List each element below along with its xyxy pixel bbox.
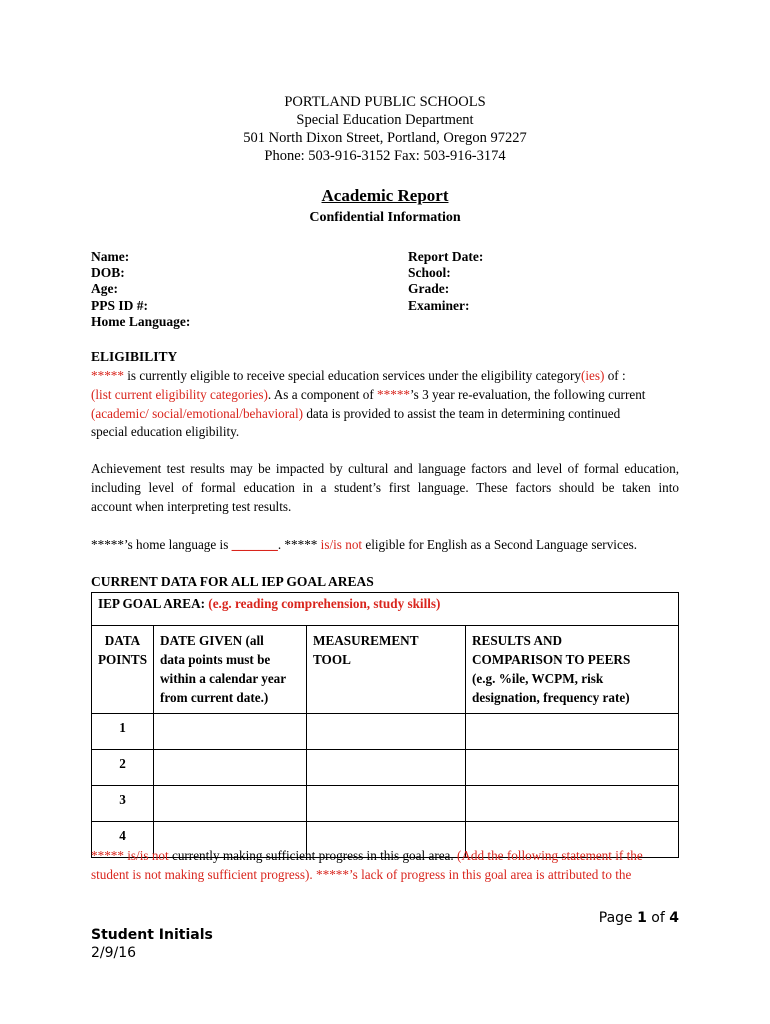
field-age-label: Age: — [91, 281, 118, 297]
student-fields — [91, 249, 190, 330]
header-line: POINTS — [97, 652, 148, 667]
home-language-text: eligible for English as a Second Language services. — [362, 537, 638, 552]
header-line: RESULTS AND — [472, 633, 563, 648]
header-line: MEASUREMENT — [313, 633, 419, 648]
categories-placeholder: (list current eligibility categories) — [91, 386, 268, 402]
column-header-date-given — [154, 626, 307, 714]
page-current: 1 — [637, 910, 647, 926]
field-name-label: Name: — [91, 249, 130, 264]
table-row — [92, 714, 679, 750]
page-total: 4 — [669, 910, 679, 926]
department-name: Special Education Department — [296, 112, 474, 128]
goal-area-example: (e.g. reading comprehension, study skills) — [208, 596, 441, 611]
report-title: Academic Report — [321, 186, 449, 205]
school-address: 501 North Dixon Street, Portland, Oregon 97227 — [243, 130, 527, 146]
eligibility-text: of : — [604, 368, 626, 383]
header-line: data points must be — [160, 652, 271, 667]
achievement-line: account when interpreting test results. — [91, 498, 292, 514]
eligibility-text: data is provided to assist the team in determining continued — [303, 405, 621, 421]
eligibility-text: is currently eligible to receive special education services under the eligibility category — [123, 368, 581, 383]
student-initials-label: Student Initials — [91, 927, 213, 943]
school-name: PORTLAND PUBLIC SCHOOLS — [284, 94, 486, 110]
school-phone: Phone: 503-916-3152 Fax: 503-916-3174 — [264, 148, 506, 164]
report-fields — [408, 249, 483, 314]
footer-date: 2/9/16 — [91, 945, 137, 961]
column-header-data-points — [92, 626, 154, 714]
is-is-not-placeholder: is/is not — [320, 537, 363, 552]
measurement-tool-cell[interactable] — [307, 750, 466, 786]
field-dob-label: DOB: — [91, 265, 125, 281]
eligibility-text: special education eligibility. — [91, 424, 240, 440]
achievement-line: Achievement test results may be impacted by cultural and language factors and level of formal education, — [91, 461, 679, 476]
header-line: DATA — [104, 633, 141, 648]
student-placeholder: ***** — [91, 368, 124, 383]
measurement-tool-cell[interactable] — [307, 786, 466, 822]
column-header-results — [466, 626, 679, 714]
eligibility-text: . As a component of — [267, 386, 378, 402]
row-number: 2 — [92, 750, 154, 786]
ies-placeholder: (ies) — [580, 368, 605, 383]
results-cell[interactable] — [466, 714, 679, 750]
field-examiner-label: Examiner: — [408, 297, 470, 313]
eligibility-text: ’s 3 year re-evaluation, the following current — [410, 386, 646, 402]
column-header-measurement-tool — [307, 626, 466, 714]
student-placeholder: ***** — [377, 386, 410, 402]
field-pps-id-label: PPS ID #: — [91, 297, 148, 313]
home-language-paragraph — [91, 536, 637, 555]
current-data-heading: CURRENT DATA FOR ALL IEP GOAL AREAS — [91, 574, 374, 589]
eligibility-paragraph — [91, 367, 691, 442]
table-row — [92, 786, 679, 822]
goal-area-cell — [92, 593, 679, 626]
results-cell[interactable] — [466, 750, 679, 786]
progress-paragraph — [91, 847, 691, 885]
achievement-line: including level of formal education in a student’s first language. These factors should be taken into — [91, 479, 679, 495]
progress-instruction: (Add the following statement if the — [457, 848, 643, 863]
iep-goal-table — [91, 592, 679, 858]
home-language-text: . ***** — [277, 537, 321, 552]
header-line: within a calendar year — [160, 671, 287, 686]
results-cell[interactable] — [466, 786, 679, 822]
field-report-date-label: Report Date: — [408, 249, 484, 264]
header-line: from current date.) — [160, 690, 269, 705]
field-grade-label: Grade: — [408, 281, 450, 297]
date-given-cell[interactable] — [154, 714, 307, 750]
eligibility-heading: ELIGIBILITY — [91, 349, 178, 364]
table-row — [92, 750, 679, 786]
row-number: 3 — [92, 786, 154, 822]
date-given-cell[interactable] — [154, 750, 307, 786]
page-number — [599, 910, 679, 926]
header-line: DATE GIVEN (all — [160, 633, 264, 648]
header-line: COMPARISON TO PEERS — [472, 652, 631, 667]
page-of: of — [646, 910, 670, 926]
header-line: TOOL — [313, 652, 351, 667]
is-is-not-placeholder: ***** is/is not — [91, 848, 169, 863]
header-line: designation, frequency rate) — [472, 690, 630, 705]
date-given-cell[interactable] — [154, 786, 307, 822]
header-line: (e.g. %ile, WCPM, risk — [472, 671, 604, 686]
row-number: 4 — [92, 822, 154, 858]
progress-text: currently making sufficient progress in this goal area. — [168, 848, 458, 863]
row-number: 1 — [92, 714, 154, 750]
achievement-paragraph — [91, 460, 679, 516]
report-subtitle: Confidential Information — [309, 210, 461, 225]
measurement-tool-cell[interactable] — [307, 714, 466, 750]
field-school-label: School: — [408, 265, 451, 281]
data-type-placeholder: (academic/ social/emotional/behavioral) — [91, 405, 304, 421]
progress-instruction: student is not making sufficient progress). *****’s lack of progress in this goal area is attributed to the — [91, 866, 632, 882]
home-language-text: *****’s home language is — [91, 537, 232, 552]
goal-area-label: IEP GOAL AREA: — [98, 596, 205, 611]
home-language-blank: _______ — [231, 537, 278, 552]
page-prefix: Page — [598, 910, 638, 926]
field-home-language-label: Home Language: — [91, 313, 191, 329]
